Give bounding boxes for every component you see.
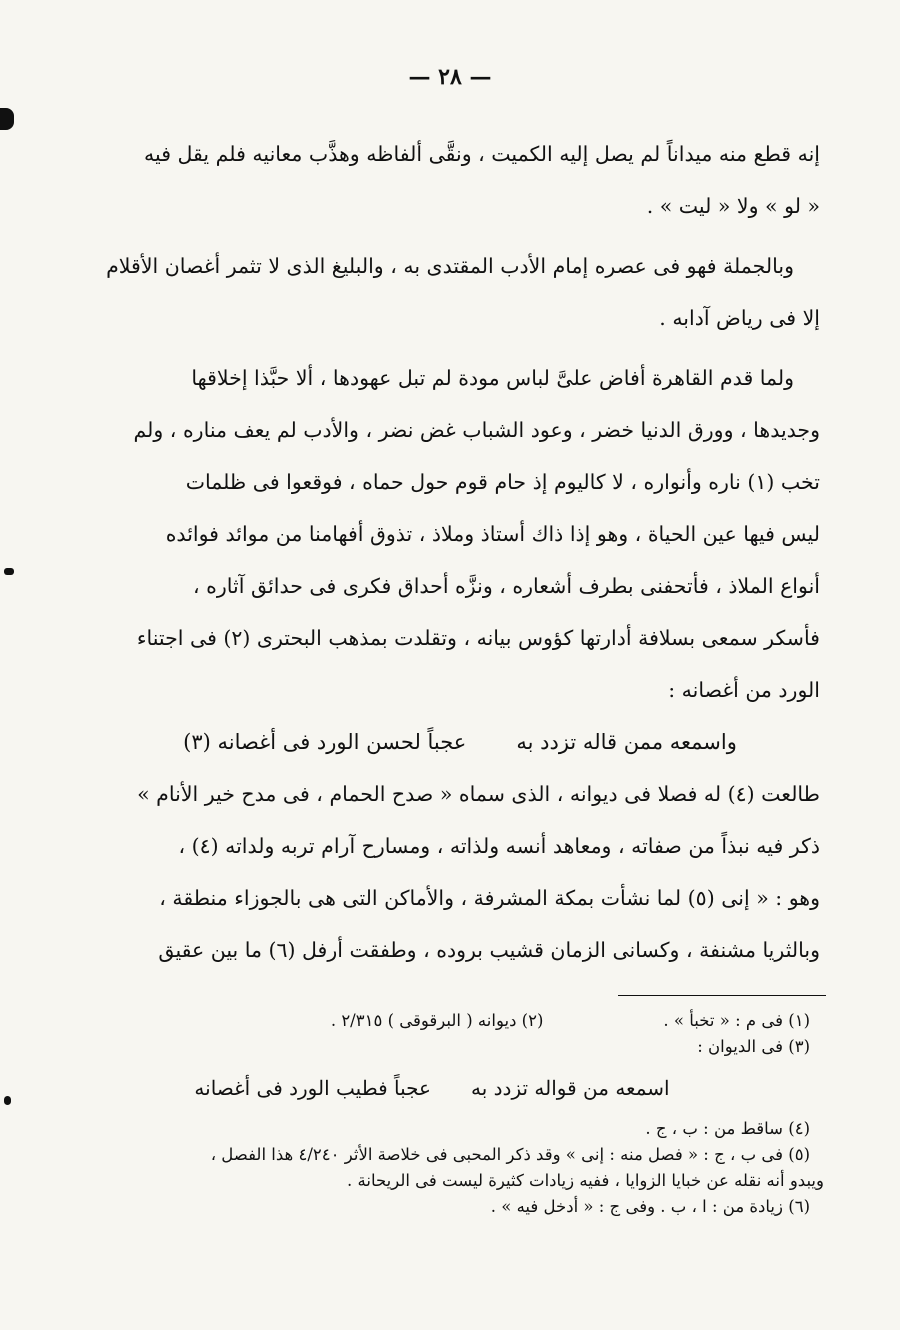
text-line: تخب (١) ناره وأنواره ، لا كاليوم إذ حام قوم حول حماه ، فوقعوا فى ظلمات	[185, 470, 820, 494]
footnote-row	[100, 1008, 824, 1034]
footnote-4: (٤) ساقط من : ب ، ج .	[645, 1119, 810, 1138]
paragraph-3	[100, 352, 820, 716]
text-line: أنواع الملاذ ، فأتحفنى بطرف أشعاره ، ونزَّه أحداق فكرى فى حدائق آثاره ،	[193, 574, 820, 598]
paragraph-1	[100, 128, 820, 232]
footnote-2: (٢) ديوانه ( البرقوقى ) ٢/٣١٥ .	[330, 1011, 544, 1030]
paragraph-2	[100, 240, 820, 344]
text-line: وبالجملة فهو فى عصره إمام الأدب المقتدى به ، والبليغ الذى لا تثمر أغصان الأقلام	[106, 254, 794, 278]
page-number: — ٢٨ —	[408, 64, 492, 90]
footnote-5: (٥) فى ب ، ج : « فصل منه : إنى » وقد ذكر المحبى فى خلاصة الأثر ٤/٢٤٠ هذا الفصل ،	[210, 1145, 810, 1164]
scan-mark	[4, 568, 14, 575]
verse-second-hemistich: عجباً لحسن الورد فى أغصانه (٣)	[183, 730, 467, 754]
text-line: وهو : « إنى (٥) لما نشأت بمكة المشرفة ، والأماكن التى هى بالجوزاء منطقة ،	[159, 886, 820, 910]
verse-first-hemistich: واسمعه ممن قاله تزدد به	[516, 730, 737, 754]
footnote-verse-first: اسمعه من قواله تزدد به	[470, 1076, 670, 1100]
text-line: إنه قطع منه ميداناً لم يصل إليه الكميت ، ونقَّى ألفاظه وهذَّب معانيه فلم يقل فيه	[144, 142, 820, 166]
footnote-verse-second: عجباً فطيب الورد فى أغصانه	[194, 1076, 431, 1100]
footnotes	[100, 1008, 824, 1220]
text-line: إلا فى رياض آدابه .	[659, 306, 820, 330]
text-line: ذكر فيه نبذاً من صفاته ، ومعاهد أنسه ولذاته ، ومسارح آرام تربه ولداته (٤) ،	[178, 834, 820, 858]
text-line: وجديدها ، وورق الدنيا خضر ، وعود الشباب غض نضر ، والأدب لم يعف مناره ، ولم	[133, 418, 820, 442]
text-line: ولما قدم القاهرة أفاض علىَّ لباس مودة لم تبل عهودها ، ألا حبَّذا إخلاقها	[191, 366, 794, 390]
footnote-divider	[618, 995, 826, 996]
text-line: ليس فيها عين الحياة ، وهو إذا ذاك أستاذ وملاذ ، تذوق أفهامنا من موائد فوائده	[165, 522, 820, 546]
text-line: وبالثريا مشنفة ، وكسانى الزمان قشيب بروده ، وطفقت أرفل (٦) ما بين عقيق	[158, 938, 820, 962]
scan-mark	[4, 1096, 11, 1105]
footnote-1: (١) فى م : « تخبأ » .	[663, 1011, 810, 1030]
text-line: الورد من أغصانه :	[668, 678, 820, 702]
footnote-3-verse	[100, 1060, 764, 1116]
text-line: فأسكر سمعى بسلافة أدارتها كؤوس بيانه ، وتقلدت بمذهب البحترى (٢) فى اجتناء	[136, 626, 820, 650]
footnote-5-continued: ويبدو أنه نقله عن خبايا الزوايا ، ففيه زيادات كثيرة ليست فى الريحانة .	[347, 1171, 824, 1190]
text-line: طالعت (٤) له فصلا فى ديوانه ، الذى سماه « صدح الحمام ، فى مدح خير الأنام »	[137, 782, 820, 806]
main-text	[100, 128, 820, 976]
text-line: « لو » ولا « ليت » .	[646, 194, 820, 218]
scan-mark	[0, 108, 14, 130]
paragraph-4	[100, 768, 820, 976]
footnote-3: (٣) فى الديوان :	[697, 1037, 810, 1056]
verse	[100, 716, 820, 768]
footnote-6: (٦) زيادة من : ا ، ب . وفى ج : « أدخل فيه » .	[490, 1197, 810, 1216]
